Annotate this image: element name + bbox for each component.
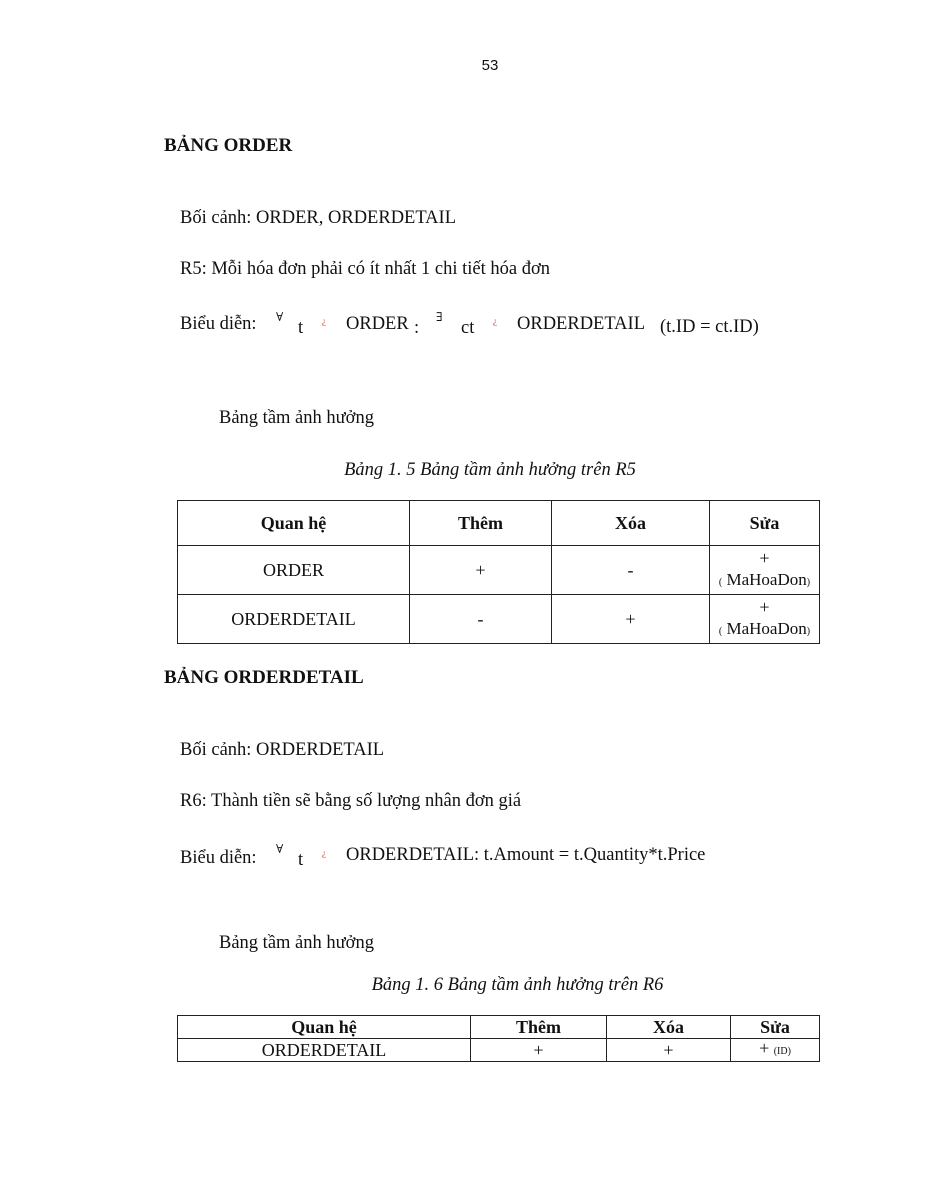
cell-xoa: -	[552, 546, 710, 595]
sua-attribute	[719, 618, 810, 642]
header-sua: Sửa	[731, 1016, 820, 1039]
context-line: Bối cảnh: ORDERDETAIL	[180, 740, 385, 760]
representation-label: Biểu diễn:	[180, 848, 257, 868]
representation-label: Biểu diễn:	[180, 314, 257, 334]
variable-t: t	[298, 318, 304, 338]
impact-table-r5	[177, 500, 820, 644]
close-paren: )	[806, 576, 811, 588]
forall-symbol: ∀	[276, 310, 284, 324]
cell-them: +	[410, 546, 552, 595]
membership-symbol: ¿	[322, 848, 326, 858]
representation-r5	[180, 308, 800, 342]
header-them: Thêm	[410, 501, 552, 546]
table-header-row	[178, 501, 820, 546]
membership-symbol: ¿	[322, 316, 326, 326]
header-sua: Sửa	[710, 501, 820, 546]
condition: (t.ID = ct.ID)	[660, 317, 759, 337]
section-heading-orderdetail: BẢNG ORDERDETAIL	[164, 667, 364, 688]
header-them: Thêm	[471, 1016, 607, 1039]
header-xoa: Xóa	[552, 501, 710, 546]
sua-sign: +	[759, 1038, 770, 1058]
open-paren: (	[718, 576, 723, 588]
representation-r6	[180, 840, 800, 874]
page-number: 53	[481, 57, 499, 74]
rule-r5: R5: Mỗi hóa đơn phải có ít nhất 1 chi tiết hóa đơn	[180, 259, 550, 279]
cell-sua	[710, 546, 820, 595]
impact-label: Bảng tầm ảnh hưởng	[219, 933, 374, 953]
membership-symbol: ¿	[493, 316, 497, 326]
impact-table-r6	[177, 1015, 820, 1062]
cell-relation: ORDERDETAIL	[178, 1039, 471, 1062]
table-caption: Bảng 1. 6 Bảng tầm ảnh hưởng trên R6	[371, 975, 664, 995]
expression: ORDERDETAIL: t.Amount = t.Quantity*t.Price	[346, 845, 706, 865]
variable-ct: ct	[461, 318, 475, 338]
sua-attribute: (ID)	[773, 1046, 791, 1057]
cell-relation: ORDER	[178, 546, 410, 595]
table-header-row	[178, 1016, 820, 1039]
impact-label: Bảng tầm ảnh hưởng	[219, 408, 374, 428]
table-row	[178, 595, 820, 644]
cell-them: +	[471, 1039, 607, 1062]
section-heading-order: BẢNG ORDER	[164, 135, 293, 156]
header-quan-he: Quan hệ	[178, 501, 410, 546]
relation-orderdetail: ORDERDETAIL	[517, 314, 646, 334]
open-paren: (	[718, 625, 723, 637]
close-paren: )	[806, 625, 811, 637]
cell-sua	[731, 1039, 820, 1062]
attribute-name: MaHoaDon	[726, 618, 807, 638]
cell-sua	[710, 595, 820, 644]
attribute-name: MaHoaDon	[726, 569, 807, 589]
forall-symbol: ∀	[276, 842, 284, 856]
sua-sign: +	[759, 547, 770, 568]
sua-sign: +	[759, 596, 770, 617]
cell-them: -	[410, 595, 552, 644]
table-row	[178, 1039, 820, 1062]
context-line: Bối cảnh: ORDER, ORDERDETAIL	[180, 208, 456, 228]
header-xoa: Xóa	[607, 1016, 731, 1039]
cell-relation: ORDERDETAIL	[178, 595, 410, 644]
sua-attribute	[719, 569, 810, 593]
relation-order: ORDER	[346, 314, 409, 334]
table-row	[178, 546, 820, 595]
cell-xoa: +	[552, 595, 710, 644]
table-caption: Bảng 1. 5 Bảng tầm ảnh hưởng trên R5	[344, 460, 636, 480]
rule-r6: R6: Thành tiền sẽ bằng số lượng nhân đơn giá	[180, 791, 522, 811]
variable-t: t	[298, 850, 304, 870]
separator: :	[414, 318, 420, 338]
cell-xoa: +	[607, 1039, 731, 1062]
exists-symbol: ∃	[436, 310, 443, 324]
header-quan-he: Quan hệ	[178, 1016, 471, 1039]
